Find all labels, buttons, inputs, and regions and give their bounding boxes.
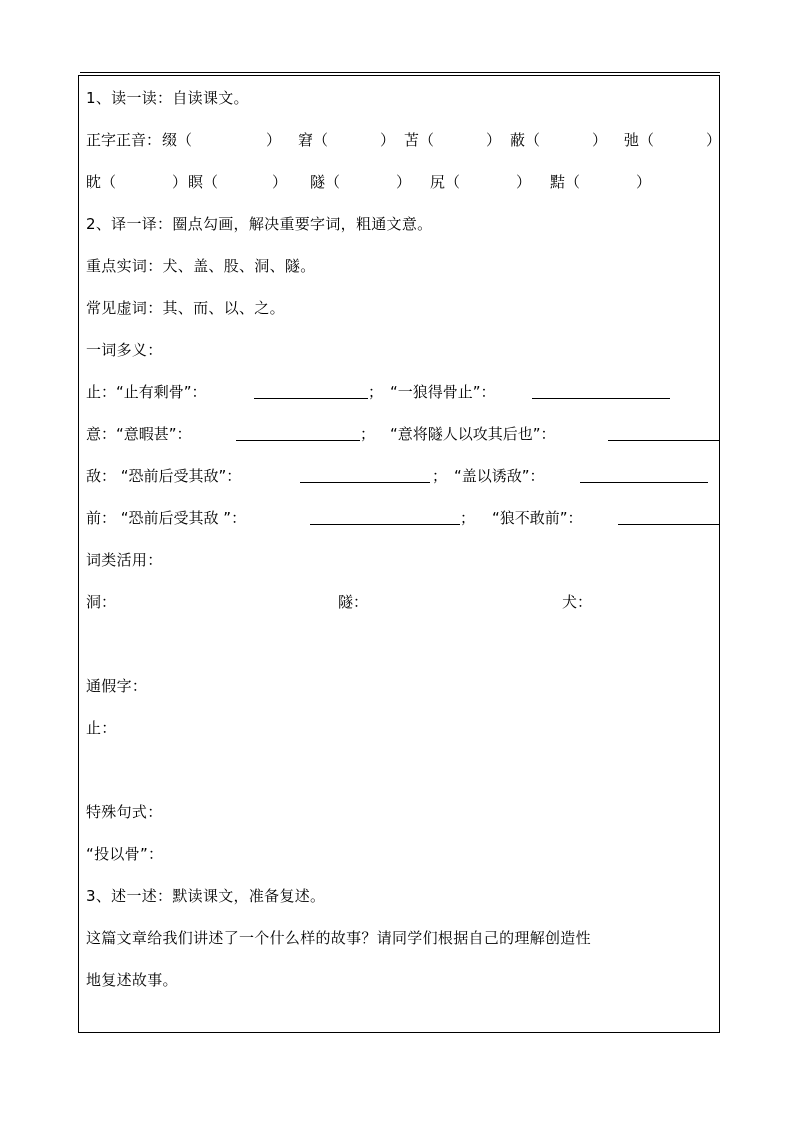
pron-item-8-open: 隧（ [310, 173, 341, 191]
pron-item-3-close: ） [486, 131, 502, 149]
retell-question-line2: 地复述故事。 [86, 971, 178, 989]
word-class-title: 词类活用： [86, 551, 163, 569]
interchangeable-zhi: 止： [86, 719, 117, 737]
answer-blank[interactable] [618, 510, 720, 525]
separator: ； [368, 383, 384, 401]
pron-item-6-open: 眈（ [86, 173, 117, 191]
pron-item-2-open: 窘（ [298, 131, 329, 149]
answer-blank[interactable] [608, 426, 720, 441]
header-rule [80, 72, 720, 73]
answer-blank[interactable] [300, 468, 430, 483]
word-class-dong: 洞： [86, 593, 117, 611]
interchangeable-title: 通假字： [86, 677, 148, 695]
answer-blank[interactable] [580, 468, 708, 483]
pron-item-1-close: ） [266, 131, 282, 149]
retell-question-line1: 这篇文章给我们讲述了一个什么样的故事？请同学们根据自己的理解创造性 [86, 929, 591, 947]
pron-item-8-close: ） [396, 173, 412, 191]
special-sentence-item: “投以骨”： [86, 845, 164, 863]
word-class-sui: 隧： [338, 593, 369, 611]
answer-blank[interactable] [532, 384, 670, 399]
pron-item-3-open: 苫（ [404, 131, 435, 149]
pron-item-2-close: ） [380, 131, 396, 149]
pron-item-5-close: ） [706, 131, 722, 149]
section1-title: 1、读一读：自读课文。 [86, 89, 249, 107]
separator: ； [460, 509, 476, 527]
pron-item-10-open: 黠（ [550, 173, 581, 191]
word-class-quan: 犬： [562, 593, 593, 611]
pron-item-4-close: ） [592, 131, 608, 149]
pronunciation-label: 正字正音： [86, 131, 162, 149]
answer-blank[interactable] [310, 510, 460, 525]
pron-item-10-close: ） [636, 173, 652, 191]
polysemy-di-b: “盖以诱敌”： [454, 467, 545, 485]
polysemy-qian-a: 前： “恐前后受其敌 ”： [86, 509, 247, 527]
pron-item-7-close: ） [272, 173, 288, 191]
pron-item-9-close: ） [516, 173, 532, 191]
polysemy-zhi-b: “一狼得骨止”： [390, 383, 496, 401]
common-function-words: 常见虚词：其、而、以、之。 [86, 299, 285, 317]
polysemy-di-a: 敌： “恐前后受其敌”： [86, 467, 242, 485]
section3-title: 3、述一述：默读课文，准备复述。 [86, 887, 326, 905]
polysemy-yi-b: “意将隧人以攻其后也”： [390, 425, 556, 443]
answer-blank[interactable] [236, 426, 360, 441]
polysemy-title: 一词多义： [86, 341, 163, 359]
special-sentence-title: 特殊句式： [86, 803, 163, 821]
polysemy-qian-b: “狼不敢前”： [492, 509, 583, 527]
polysemy-yi-a: 意：“意暇甚”： [86, 425, 192, 443]
pron-item-6-close: ） [172, 173, 188, 191]
pron-item-1-open: 缀（ [162, 131, 193, 149]
key-content-words: 重点实词：犬、盖、股、洞、隧。 [86, 257, 316, 275]
separator: ； [360, 425, 376, 443]
polysemy-zhi-a: 止：“止有剩骨”： [86, 383, 207, 401]
separator: ； [432, 467, 448, 485]
pron-item-9-open: 尻（ [430, 173, 461, 191]
pron-item-5-open: 弛（ [624, 131, 655, 149]
pron-item-7-open: 瞑（ [188, 173, 219, 191]
answer-blank[interactable] [254, 384, 368, 399]
section2-title: 2、译一译：圈点勾画，解决重要字词，粗通文意。 [86, 215, 433, 233]
pron-item-4-open: 蔽（ [510, 131, 541, 149]
